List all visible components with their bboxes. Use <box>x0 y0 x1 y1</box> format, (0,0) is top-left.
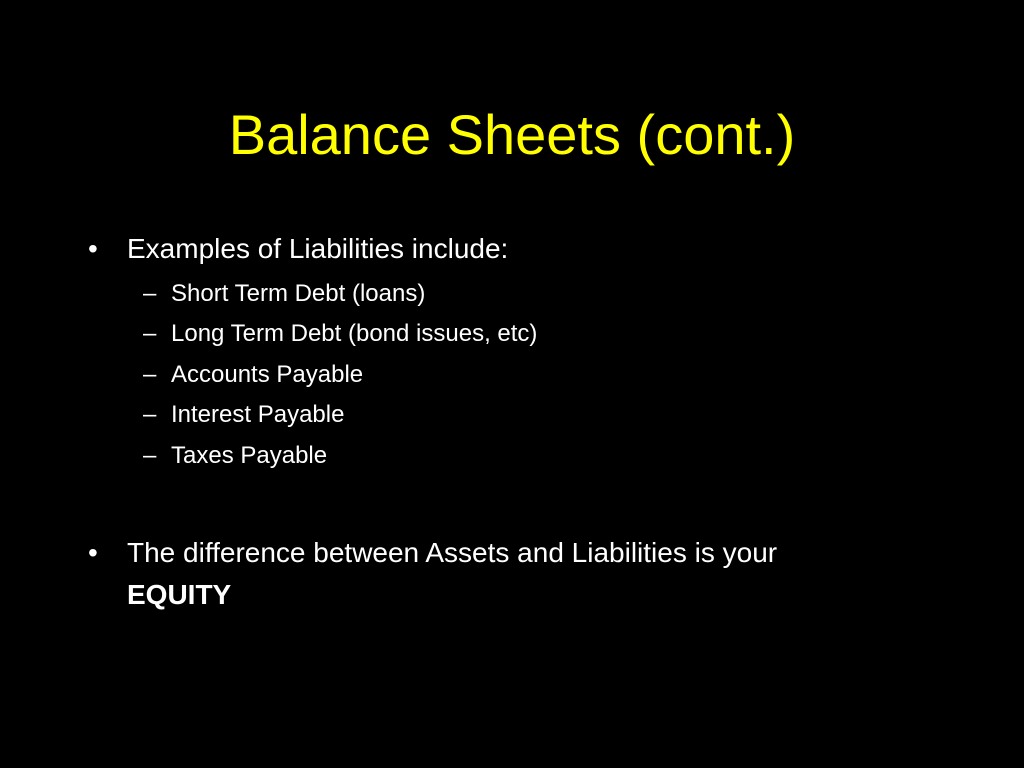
bullet-text: Examples of Liabilities include: <box>127 233 509 264</box>
sub-item-interest-payable <box>143 399 344 431</box>
sub-item-marker: – <box>143 320 157 347</box>
sub-item-text: Long Term Debt (bond issues, etc) <box>171 320 538 347</box>
sub-item-text: Accounts Payable <box>171 361 364 388</box>
sub-item-text: Taxes Payable <box>171 442 328 469</box>
sub-item-marker: – <box>143 442 157 469</box>
sub-item-marker: – <box>143 361 157 388</box>
sub-item-marker: – <box>143 401 157 428</box>
bullet-equity-definition <box>88 532 948 616</box>
slide-title: Balance Sheets (cont.) <box>228 103 796 166</box>
bullet-marker: • <box>88 233 98 264</box>
sub-item-accounts-payable <box>143 359 363 391</box>
bullet-text: The difference between Assets and Liabilities is your <box>127 537 778 568</box>
bullet-text-block <box>127 532 948 616</box>
equity-emphasis: EQUITY <box>127 579 232 610</box>
sub-item-taxes-payable <box>143 440 327 472</box>
bullet-marker: • <box>88 537 98 568</box>
sub-item-long-term-debt <box>143 318 537 350</box>
bullet-liabilities-examples <box>88 228 948 270</box>
sub-item-short-term-debt <box>143 278 425 310</box>
sub-item-text: Short Term Debt (loans) <box>171 280 426 307</box>
sub-item-marker: – <box>143 280 157 307</box>
sub-item-text: Interest Payable <box>171 401 345 428</box>
